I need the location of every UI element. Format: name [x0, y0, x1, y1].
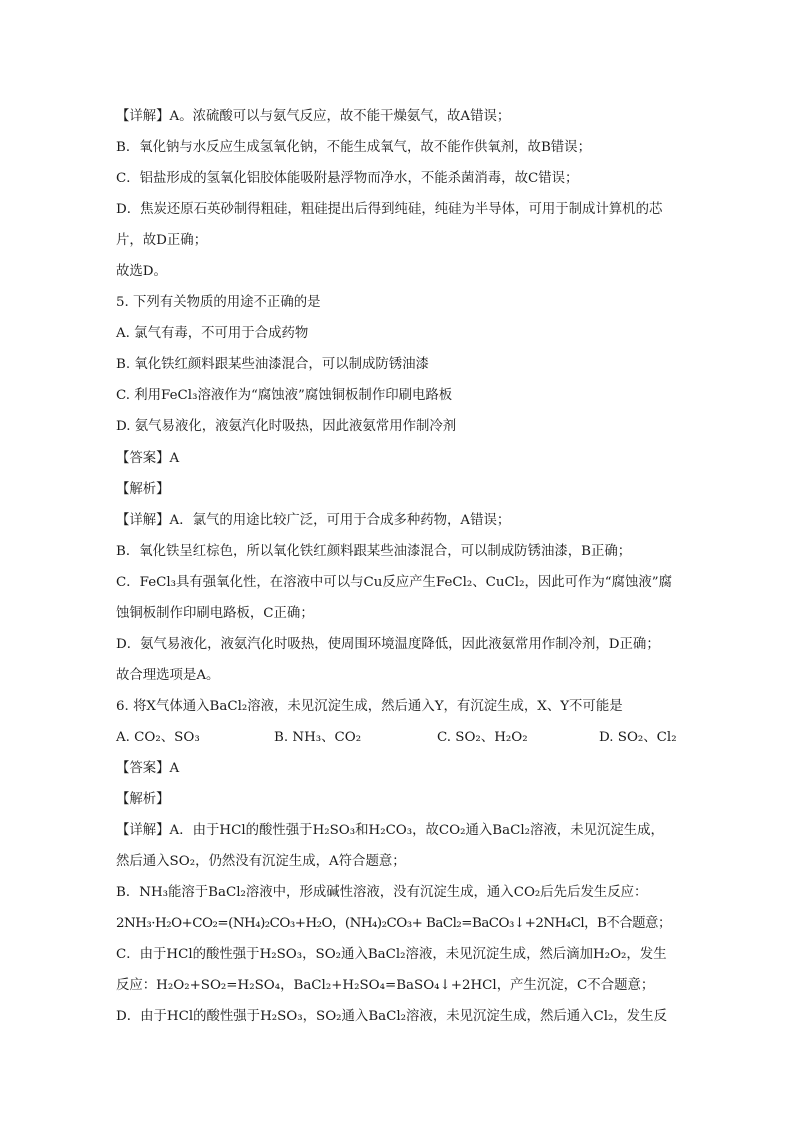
- text-line: C．铝盐形成的氢氧化铝胶体能吸附悬浮物而净水，不能杀菌消毒，故C错误；: [116, 171, 579, 187]
- text-line: 然后通入SO₂，仍然没有沉淀生成，A符合题意；: [116, 854, 406, 870]
- text-line: D．焦炭还原石英砂制得粗硅，粗硅提出后得到纯硅，纯硅为半导体，可用于制成计算机的芯: [116, 202, 663, 218]
- equation-line: 2NH₃·H₂O+CO₂=(NH₄)₂CO₃+H₂O，(NH₄)₂CO₃+ BaCl₂=BaCO₃↓+2NH₄Cl，B不合题意；: [116, 916, 671, 932]
- text-line: 片，故D正确；: [116, 233, 208, 249]
- question-6-option-a: A. CO₂、SO₃: [116, 729, 200, 745]
- text-line: C．由于HCl的酸性强于H₂SO₃，SO₂通入BaCl₂溶液，未见沉淀生成，然后滴加H₂O₂，发生: [116, 947, 667, 963]
- document-body: [116, 101, 696, 1032]
- text-line: 【详解】A．氯气的用途比较广泛，可用于合成多种药物，A错误；: [116, 512, 511, 528]
- text-line: 蚀铜板制作印刷电路板，C正确；: [116, 605, 314, 621]
- answer-label: 【答案】A: [116, 450, 180, 466]
- question-6-option-b: B. NH₃、CO₂: [274, 729, 362, 745]
- analysis-label: 【解析】: [116, 792, 170, 808]
- question-5-option-a: A. 氯气有毒，不可用于合成药物: [116, 326, 309, 342]
- question-5-stem: 5. 下列有关物质的用途不正确的是: [116, 295, 321, 311]
- analysis-label: 【解析】: [116, 481, 170, 497]
- question-5-option-d: D. 氨气易液化，液氨汽化时吸热，因此液氨常用作制冷剂: [116, 419, 457, 435]
- text-line: 故合理选项是A。: [116, 667, 220, 683]
- text-line: D．氨气易液化，液氨汽化时吸热，使周围环境温度降低，因此液氨常用作制冷剂，D正确；: [116, 636, 660, 652]
- question-6-stem: 6. 将X气体通入BaCl₂溶液，未见沉淀生成，然后通入Y，有沉淀生成，X、Y不可能是: [116, 698, 623, 714]
- equation-line: 反应：H₂O₂+SO₂=H₂SO₄，BaCl₂+H₂SO₄=BaSO₄↓+2HCl，产生沉淀，C不合题意；: [116, 978, 655, 994]
- text-line: 故选D。: [116, 264, 167, 280]
- text-line: C．FeCl₃具有强氧化性，在溶液中可以与Cu反应产生FeCl₂、CuCl₂，因此可作为“腐蚀液”腐: [116, 574, 673, 590]
- question-6-options: [116, 722, 696, 753]
- text-line: B．NH₃能溶于BaCl₂溶液中，形成碱性溶液，没有沉淀生成，通入CO₂后先后发生反应：: [116, 885, 648, 901]
- text-line: B．氧化钠与水反应生成氢氧化钠，不能生成氧气，故不能作供氧剂，故B错误；: [116, 140, 591, 156]
- question-5-option-b: B. 氧化铁红颜料跟某些油漆混合，可以制成防锈油漆: [116, 357, 429, 373]
- answer-label: 【答案】A: [116, 760, 180, 776]
- text-line: D．由于HCl的酸性强于H₂SO₃，SO₂通入BaCl₂溶液，未见沉淀生成，然后通入Cl₂，发生反: [116, 1009, 667, 1025]
- text-line: B．氧化铁呈红棕色，所以氧化铁红颜料跟某些油漆混合，可以制成防锈油漆，B正确；: [116, 543, 632, 559]
- question-6-option-c: C. SO₂、H₂O₂: [437, 729, 528, 745]
- text-line: 【详解】A。浓硫酸可以与氨气反应，故不能干燥氨气，故A错误；: [116, 109, 511, 124]
- question-6-option-d: D. SO₂、Cl₂: [599, 729, 677, 745]
- text-line: 【详解】A．由于HCl的酸性强于H₂SO₃和H₂CO₃，故CO₂通入BaCl₂溶液，未见沉淀生成，: [116, 823, 664, 839]
- question-5-option-c: C. 利用FeCl₃溶液作为“腐蚀液”腐蚀铜板制作印刷电路板: [116, 388, 453, 404]
